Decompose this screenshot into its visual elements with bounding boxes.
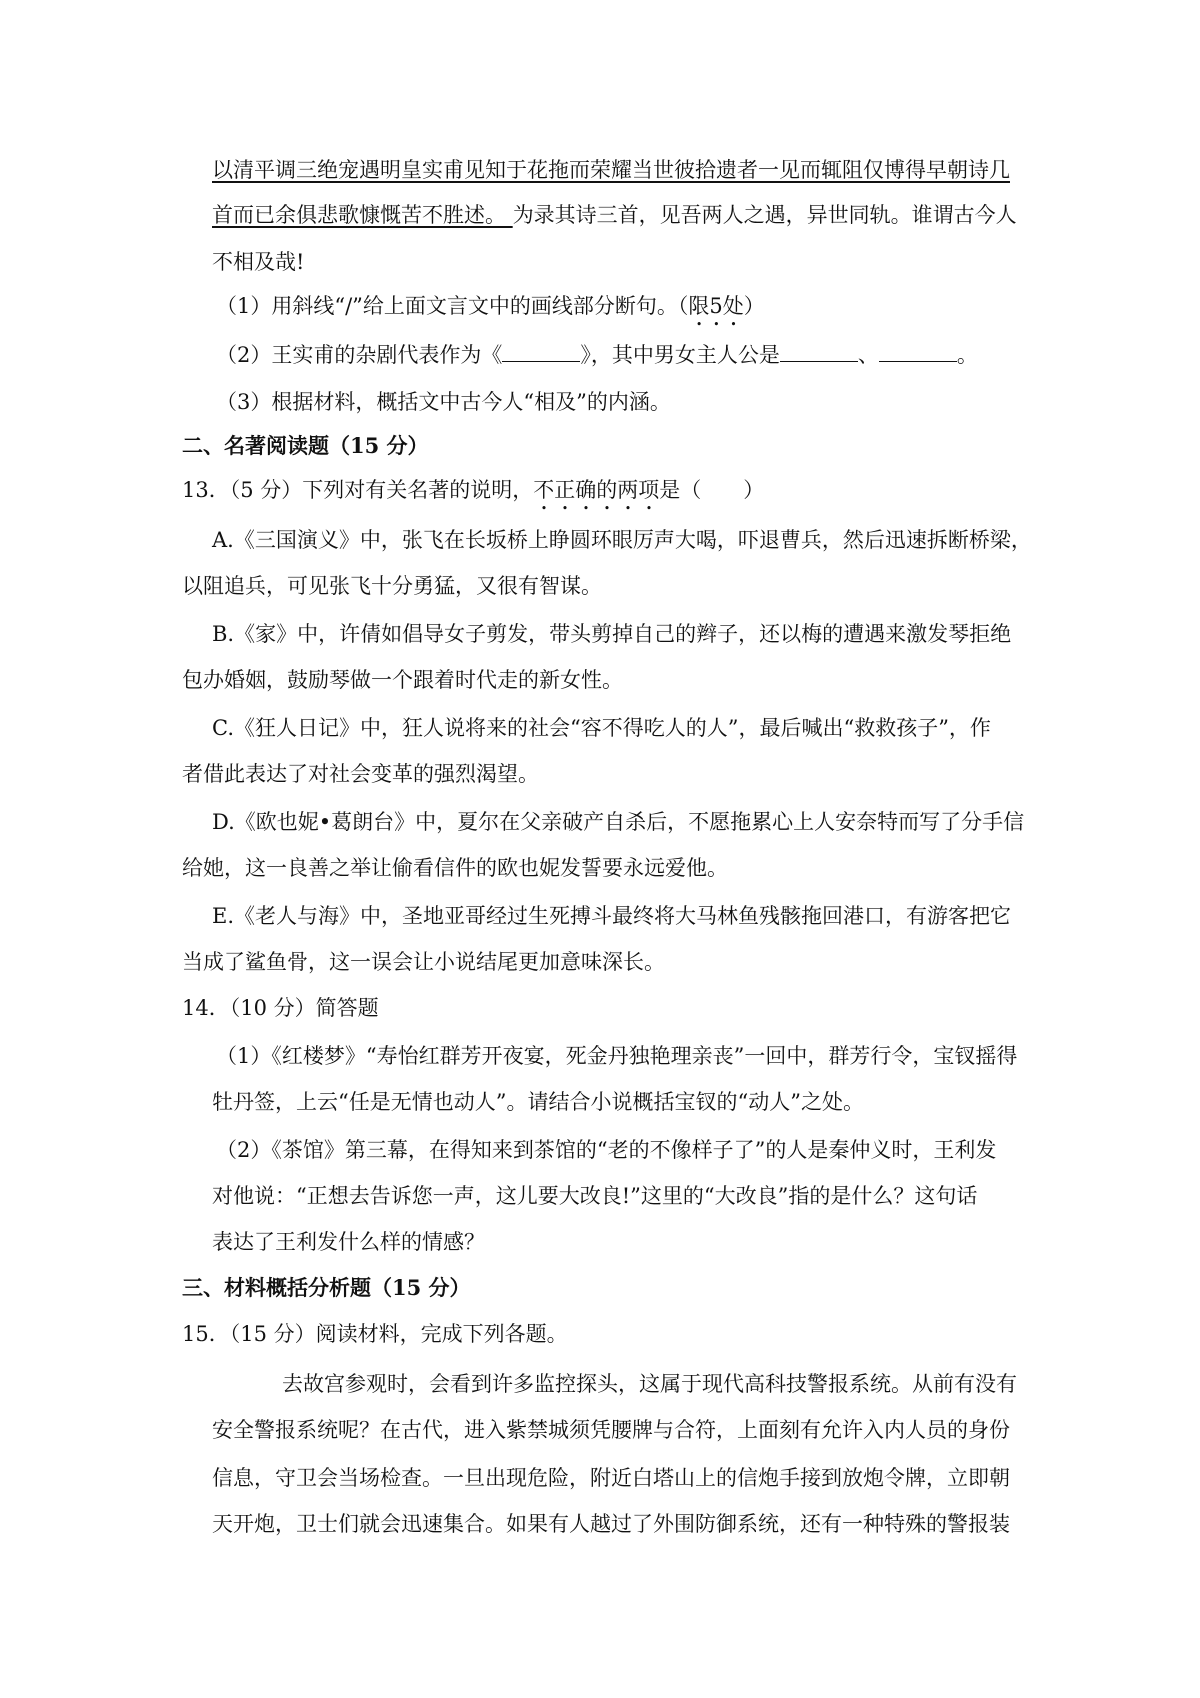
answer-blank-work[interactable] bbox=[502, 339, 580, 362]
classical-text-line-2 bbox=[212, 200, 1017, 230]
q12-sub3: （3）根据材料，概括文中古今人“相及”的内涵。 bbox=[216, 390, 671, 414]
answer-blank-heroine[interactable] bbox=[879, 339, 957, 362]
q14-sub1-line-2: 牡丹签，上云“任是无情也动人”。请结合小说概括宝钗的“动人”之处。 bbox=[212, 1090, 864, 1114]
section-heading-2: 二、名著阅读题（15 分） bbox=[182, 433, 429, 458]
classical-text-line-3: 不相及哉! bbox=[212, 250, 305, 274]
q12-sub2-text-c: 、 bbox=[857, 343, 879, 367]
q12-sub1-text: （1）用斜线“/”给上面文言文中的画线部分断句。（ bbox=[216, 294, 689, 318]
q13-option-d-line-2: 给她，这一良善之举让偷看信件的欧也妮发誓要永远爱他。 bbox=[182, 856, 728, 880]
q13-option-e-line-2: 当成了鲨鱼骨，这一误会让小说结尾更加意味深长。 bbox=[182, 950, 665, 974]
q13-option-a-line-1: A.《三国演义》中，张飞在长坂桥上睁圆环眼厉声大喝，吓退曹兵，然后迅速拆断桥梁， bbox=[212, 528, 1032, 552]
q15-stem: 15．（15 分）阅读材料，完成下列各题。 bbox=[182, 1322, 568, 1346]
q13-option-e-line-1: E.《老人与海》中，圣地亚哥经过生死搏斗最终将大马林鱼残骸拖回港口，有游客把它 bbox=[212, 904, 1012, 928]
classical-text-underlined-line-1: 以清平调三绝宠遇明皇实甫见知于花拖而荣耀当世彼拾遗者一见而辄阻仅博得早朝诗几 bbox=[212, 158, 1010, 182]
q13-option-c-line-1: C.《狂人日记》中，狂人说将来的社会“容不得吃人的人”，最后喊出“救救孩子”，作 bbox=[212, 716, 991, 740]
q12-sub2-text-a: （2）王实甫的杂剧代表作为《 bbox=[216, 343, 503, 367]
q14-stem: 14．（10 分）简答题 bbox=[182, 996, 379, 1020]
q14-sub2-line-2: 对他说：“正想去告诉您一声，这儿要大改良!”这里的“大改良”指的是什么？这句话 bbox=[212, 1184, 978, 1208]
q14-sub1-line-1: （1）《红楼梦》“寿怡红群芳开夜宴，死金丹独艳理亲丧”一回中，群芳行令，宝钗摇得 bbox=[216, 1044, 1018, 1068]
q15-passage-line-3: 信息，守卫会当场检查。一旦出现危险，附近白塔山上的信炮手接到放炮令牌，立即朝 bbox=[212, 1466, 1010, 1490]
q12-sub2-text-b: 》，其中男女主人公是 bbox=[580, 343, 780, 367]
q14-sub2-line-3: 表达了王利发什么样的情感？ bbox=[212, 1230, 485, 1254]
q13-stem-bracket: 是（ ） bbox=[659, 478, 765, 502]
q13-stem bbox=[182, 475, 764, 515]
answer-blank-hero[interactable] bbox=[780, 339, 858, 362]
q13-option-b-line-1: B.《家》中，许倩如倡导女子剪发，带头剪掉自己的辫子，还以梅的遭遇来激发琴拒绝 bbox=[212, 622, 1012, 646]
q13-option-b-line-2: 包办婚姻，鼓励琴做一个跟着时代走的新女性。 bbox=[182, 668, 623, 692]
q14-sub2-line-1: （2）《茶馆》第三幕，在得知来到茶馆的“老的不像样子了”的人是秦仲义时，王利发 bbox=[216, 1138, 997, 1162]
classical-text-underlined-line-2: 首而已余俱悲歌慷慨苦不胜述。 bbox=[212, 203, 506, 227]
q13-stem-emphasis: 不正确的两项 bbox=[533, 478, 660, 502]
q12-sub2-text-d: 。 bbox=[956, 343, 978, 367]
q15-passage-line-4: 天开炮，卫士们就会迅速集合。如果有人越过了外围防御系统，还有一种特殊的警报装 bbox=[212, 1512, 1010, 1536]
q12-sub1-emphasis: 限5处 bbox=[688, 294, 744, 318]
q13-option-c-line-2: 者借此表达了对社会变革的强烈渴望。 bbox=[182, 762, 539, 786]
q12-sub2 bbox=[216, 339, 978, 370]
q12-sub1-close: ） bbox=[743, 294, 765, 318]
section-heading-3: 三、材料概括分析题（15 分） bbox=[182, 1275, 471, 1300]
q15-passage-line-2: 安全警报系统呢？在古代，进入紫禁城须凭腰牌与合符，上面刻有允许入内人员的身份 bbox=[212, 1418, 1010, 1442]
q13-option-d-line-1: D.《欧也妮•葛朗台》中，夏尔在父亲破产自杀后，不愿拖累心上人安奈特而写了分手信 bbox=[212, 810, 1025, 834]
classical-text-rest-line-2: 为录其诗三首，见吾两人之遇，异世同轨。谁谓古今人 bbox=[512, 203, 1017, 227]
q15-passage-line-1: 去故宫参观时，会看到许多监控探头，这属于现代高科技警报系统。从前有没有 bbox=[282, 1372, 1017, 1396]
q13-option-a-line-2: 以阻追兵，可见张飞十分勇猛，又很有智谋。 bbox=[182, 574, 602, 598]
q12-sub1 bbox=[216, 291, 765, 331]
q13-stem-text: 13．（5 分）下列对有关名著的说明， bbox=[182, 478, 534, 502]
